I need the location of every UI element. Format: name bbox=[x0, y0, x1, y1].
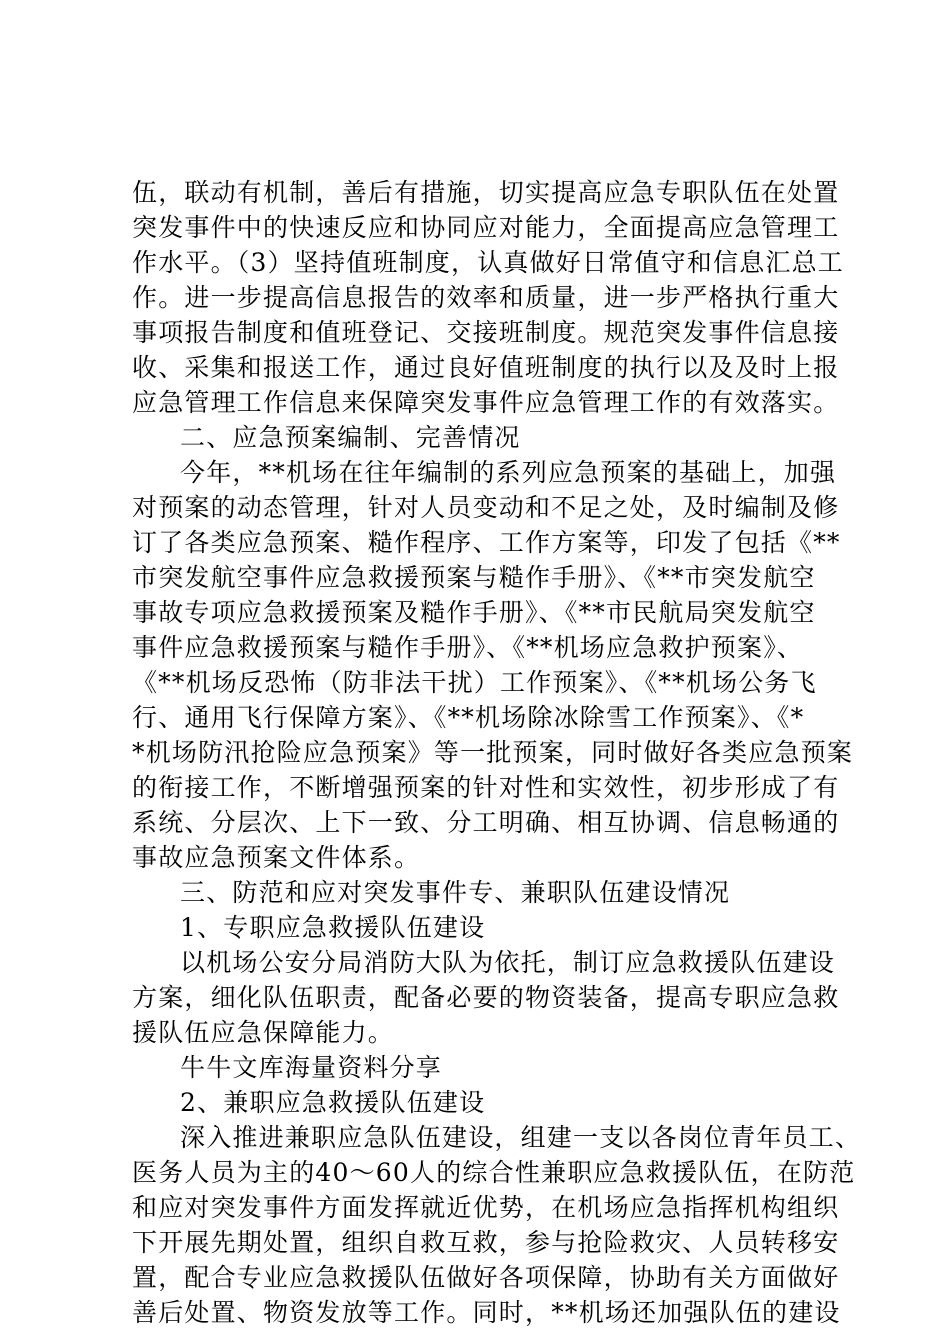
text-line: 事故专项应急救援预案及糙作手册》、《**市民航局突发航空 bbox=[132, 598, 816, 627]
text-line: 作水平。（3）坚持值班制度，认真做好日常值守和信息汇总工 bbox=[132, 248, 845, 277]
section-heading: 二、应急预案编制、完善情况 bbox=[180, 423, 521, 452]
text-line: 方案，细化队伍职责，配备必要的物资装备，提高专职应急救 bbox=[132, 983, 840, 1012]
text-line: 行、通用飞行保障方案》、《**机场除冰除雪工作预案》、《* bbox=[132, 703, 805, 732]
text-line: 下开展先期处置，组织自救互救，参与抢险救灾、人员转移安 bbox=[132, 1228, 840, 1257]
section-heading: 三、防范和应对突发事件专、兼职队伍建设情况 bbox=[180, 878, 731, 907]
text-line: 善后处置、物资发放等工作。同时，**机场还加强队伍的建设 bbox=[132, 1298, 841, 1327]
text-line: 事项报告制度和值班登记、交接班制度。规范突发事件信息接 bbox=[132, 318, 840, 347]
text-line: 收、采集和报送工作，通过良好值班制度的执行以及及时上报 bbox=[132, 353, 840, 382]
text-line: 医务人员为主的40～60人的综合性兼职应急救援队伍，在防范 bbox=[132, 1158, 856, 1187]
text-line: 置，配合专业应急救援队伍做好各项保障，协助有关方面做好 bbox=[132, 1263, 840, 1292]
text-line: 的衔接工作，不断增强预案的针对性和实效性，初步形成了有 bbox=[132, 773, 840, 802]
text-line: 订了各类应急预案、糙作程序、工作方案等，印发了包括《** bbox=[132, 528, 841, 557]
text-line: 市突发航空事件应急救援预案与糙作手册》、《**市突发航空 bbox=[132, 563, 816, 592]
text-line: 对预案的动态管理，针对人员变动和不足之处，及时编制及修 bbox=[132, 493, 840, 522]
text-line: 援队伍应急保障能力。 bbox=[132, 1018, 395, 1047]
text-line: 伍，联动有机制，善后有措施，切实提高应急专职队伍在处置 bbox=[132, 178, 840, 207]
text-line: 事故应急预案文件体系。 bbox=[132, 843, 421, 872]
text-line: 《**机场反恐怖（防非法干扰）工作预案》、《**机场公务飞 bbox=[132, 668, 817, 697]
text-line: 深入推进兼职应急队伍建设，组建一支以各岗位青年员工、 bbox=[180, 1123, 862, 1152]
text-line: 系统、分层次、上下一致、分工明确、相互协调、信息畅通的 bbox=[132, 808, 840, 837]
text-line: 今年，**机场在往年编制的系列应急预案的基础上，加强 bbox=[180, 458, 837, 487]
text-line: 突发事件中的快速反应和协同应对能力，全面提高应急管理工 bbox=[132, 213, 840, 242]
subsection-heading: 2、兼职应急救援队伍建设 bbox=[180, 1088, 486, 1117]
text-line: 事件应急救援预案与糙作手册》、《**机场应急救护预案》、 bbox=[132, 633, 804, 662]
text-line: *机场防汛抢险应急预案》等一批预案，同时做好各类应急预案 bbox=[132, 738, 854, 767]
text-line: 和应对突发事件方面发挥就近优势，在机场应急指挥机构组织 bbox=[132, 1193, 840, 1222]
text-line: 应急管理工作信息来保障突发事件应急管理工作的有效落实。 bbox=[132, 388, 840, 417]
text-line: 牛牛文库海量资料分享 bbox=[180, 1053, 443, 1082]
subsection-heading: 1、专职应急救援队伍建设 bbox=[180, 913, 486, 942]
text-line: 以机场公安分局消防大队为依托，制订应急救援队伍建设 bbox=[180, 948, 836, 977]
text-line: 作。进一步提高信息报告的效率和质量，进一步严格执行重大 bbox=[132, 283, 840, 312]
